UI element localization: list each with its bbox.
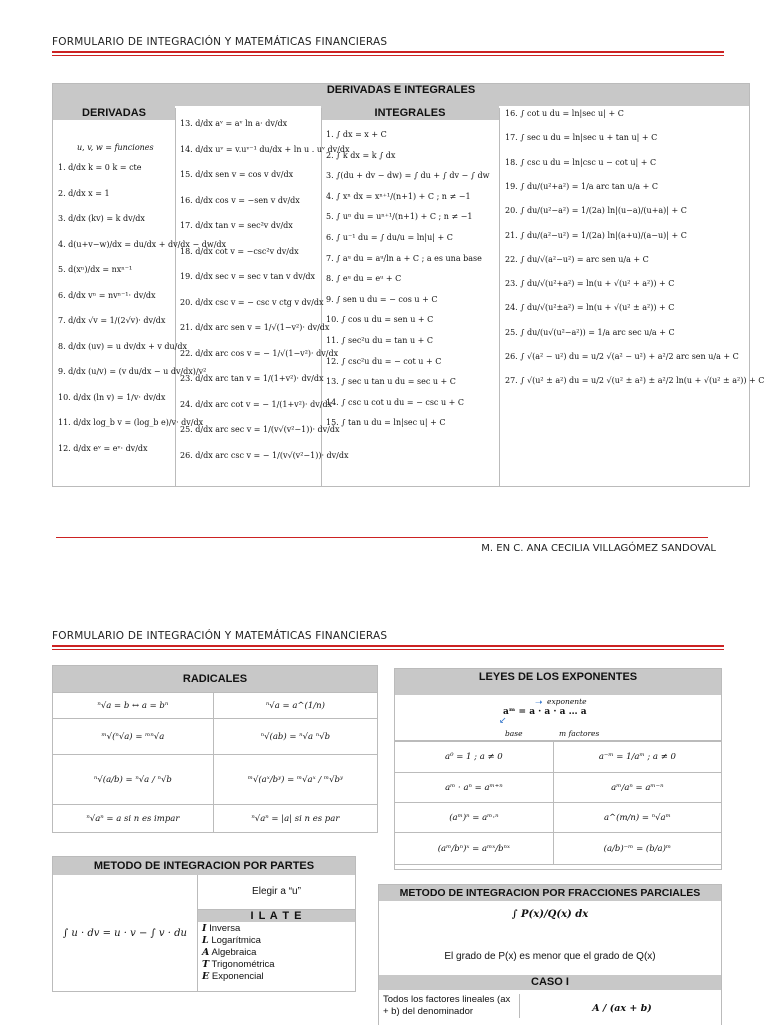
fracciones-formula: ∫ P(x)/Q(x) dx xyxy=(511,909,589,920)
formula-item: 4. d(u+v−w)/dx = du/dx + dv/dx − dw/dx xyxy=(58,239,227,249)
header-rule xyxy=(52,51,724,53)
exponentes-table xyxy=(394,740,722,865)
exponent-rule: a^(m/n) = ⁿ√aᵐ xyxy=(553,803,721,833)
fracciones-panel xyxy=(378,884,722,1025)
integrales-title-bar xyxy=(321,98,499,120)
partes-panel xyxy=(52,856,356,992)
formula-item: 7. d/dx √v = 1/(2√v)· dv/dx xyxy=(58,316,166,325)
partes-formula: ∫ u · dv = u · v − ∫ v · du xyxy=(53,875,198,991)
formula-item: 21. ∫ du/(a²−u²) = 1/(2a) ln|(a+u)/(a−u)| + C xyxy=(505,230,687,240)
formula-item: 15. d/dx sen v = cos v dv/dx xyxy=(180,170,294,179)
footer-rule xyxy=(56,537,708,538)
exponentes-panel xyxy=(394,668,722,870)
radical-rule: ⁿ√(ab) = ⁿ√a ⁿ√b xyxy=(213,719,377,755)
derivadas-title: DERIVADAS xyxy=(82,107,146,119)
formula-item: 23. d/dx arc tan v = 1/(1+v²)· dv/dx xyxy=(180,374,324,383)
formula-item: 1. d/dx k = 0 k = cte xyxy=(58,163,142,172)
base-arrow-icon: ↙ xyxy=(499,715,507,725)
formula-item: 17. d/dx tan v = sec²v dv/dx xyxy=(180,221,293,230)
exponent-rule: aᵐ/aⁿ = aᵐ⁻ⁿ xyxy=(553,773,721,803)
radical-rule: ⁿ√(a/b) = ⁿ√a / ⁿ√b xyxy=(53,755,214,805)
exponent-diagram xyxy=(395,695,721,742)
formula-item: 1. ∫ dx = x + C xyxy=(326,130,387,139)
formula-item: 23. ∫ du/√(u²+a²) = ln(u + √(u² + a²)) + C xyxy=(505,279,675,289)
page2-header-rule xyxy=(52,645,724,647)
base-label: base xyxy=(505,729,523,738)
formula-item: 6. d/dx vⁿ = nvⁿ⁻¹· dv/dx xyxy=(58,290,156,300)
radical-rule: ᵐ√(ⁿ√a) = ᵐⁿ√a xyxy=(53,719,214,755)
page-header: FORMULARIO DE INTEGRACIÓN Y MATEMÁTICAS FINANCIERAS xyxy=(52,36,388,48)
formula-item: 11. ∫ sec²u du = tan u + C xyxy=(326,336,434,345)
formula-item: 13. ∫ sec u tan u du = sec u + C xyxy=(326,377,456,387)
radicales-title: RADICALES xyxy=(53,666,378,693)
formula-item: 22. d/dx arc cos v = − 1/√(1−v²)· dv/dx xyxy=(180,348,339,358)
formula-item: 18. ∫ csc u du = ln|csc u − cot u| + C xyxy=(505,157,657,167)
caso1-formula: A / (ax + b) xyxy=(592,1003,652,1014)
factores-label: m factores xyxy=(559,729,600,738)
formula-item: 9. ∫ sen u du = − cos u + C xyxy=(326,294,438,304)
formula-item: 24. ∫ du/√(u²±a²) = ln(u + √(u² ± a²)) + C xyxy=(505,303,675,313)
ilate-item: T Trigonométrica xyxy=(202,959,275,970)
formula-item: 14. d/dx uᵛ = v.uᵛ⁻¹ du/dx + ln u . uᵛ dv/dx xyxy=(180,144,350,154)
author-name: M. EN C. ANA CECILIA VILLAGÓMEZ SANDOVAL xyxy=(481,543,716,554)
radicales-table xyxy=(52,665,378,833)
exponente-label: exponente xyxy=(547,697,587,706)
derivadas-title-bar xyxy=(53,98,175,120)
partes-title: METODO DE INTEGRACION POR PARTES xyxy=(53,857,355,875)
formula-item: 20. ∫ du/(u²−a²) = 1/(2a) ln|(u−a)/(u+a)| + C xyxy=(505,206,687,216)
radical-rule: ᵐ√(aˣ/bʸ) = ᵐ√aˣ / ᵐ√bʸ xyxy=(213,755,377,805)
caso1-title: CASO I xyxy=(379,975,721,990)
formula-item: 12. d/dx eᵛ = eᵛ· dv/dx xyxy=(58,443,148,453)
integrales-title: INTEGRALES xyxy=(374,107,446,119)
radical-rule: ⁿ√aⁿ = a si n es impar xyxy=(53,805,214,833)
ilate-item: I Inversa xyxy=(202,923,241,934)
formula-item: 6. ∫ u⁻¹ du = ∫ du/u = ln|u| + C xyxy=(326,233,453,242)
exponent-rule: (aᵐ/bⁿ)ˣ = aᵐˣ/bⁿˣ xyxy=(395,833,554,865)
ilate-item: E Exponencial xyxy=(202,971,264,982)
exponent-rule: aᵐ · aⁿ = aᵐ⁺ⁿ xyxy=(395,773,554,803)
formula-item: 26. d/dx arc csc v = − 1/(v√(v²−1))· dv/dx xyxy=(180,450,349,460)
ilate-list xyxy=(202,923,352,983)
formula-item: 21. d/dx arc sen v = 1/√(1−v²)· dv/dx xyxy=(180,323,330,332)
formula-item: 25. ∫ du/(u√(u²−a²)) = 1/a arc sec u/a + C xyxy=(505,327,675,337)
main-title: DERIVADAS E INTEGRALES xyxy=(326,84,476,96)
formula-item: 4. ∫ xⁿ dx = xⁿ⁺¹/(n+1) + C ; n ≠ −1 xyxy=(326,191,471,201)
formula-item: 2. d/dx x = 1 xyxy=(58,188,110,198)
header-rule-thin xyxy=(52,55,724,56)
exponent-rule: a⁻ᵐ = 1/aᵐ ; a ≠ 0 xyxy=(553,741,721,773)
formula-item: 8. ∫ eᵘ du = eᵘ + C xyxy=(326,274,402,284)
formula-item: 19. ∫ du/(u²+a²) = 1/a arc tan u/a + C xyxy=(505,181,658,191)
formula-item: 17. ∫ sec u du = ln|sec u + tan u| + C xyxy=(505,133,658,143)
page2-header-rule-thin xyxy=(52,649,724,650)
formula-item: 27. ∫ √(u² ± a²) du = u/2 √(u² ± a²) ± a²/2 ln(u + √(u² ± a²)) + C xyxy=(505,376,765,386)
exponentes-title: LEYES DE LOS EXPONENTES xyxy=(395,669,721,695)
exponente-arrow-icon: ➝ xyxy=(535,697,543,707)
formula-item: 5. d(xⁿ)/dx = nxⁿ⁻¹ xyxy=(58,265,133,274)
formula-item: 5. ∫ uⁿ du = uⁿ⁺¹/(n+1) + C ; n ≠ −1 xyxy=(326,212,473,222)
radical-rule: ⁿ√aⁿ = |a| si n es par xyxy=(213,805,377,833)
formula-item: 19. d/dx sec v = sec v tan v dv/dx xyxy=(180,272,316,281)
formula-item: 9. d/dx (u/v) = (v du/dx − u dv/dx)/v² xyxy=(58,367,207,376)
ilate-item: L Logarítmica xyxy=(202,935,261,946)
ilate-item: A Algebraica xyxy=(202,947,257,958)
formula-item: 24. d/dx arc cot v = − 1/(1+v²)· dv/dx xyxy=(180,399,333,409)
formula-item: 8. d/dx (uv) = u dv/dx + v du/dx xyxy=(58,341,187,351)
formula-item: 3. d/dx (kv) = k dv/dx xyxy=(58,214,145,223)
radical-rule: ⁿ√a = b ↔ a = bⁿ xyxy=(53,693,214,719)
grado-text: El grado de P(x) es menor que el grado de Q(x) xyxy=(444,951,656,962)
derivadas-integrales-panel xyxy=(52,83,765,487)
formula-item: 13. d/dx aᵛ = aᵛ ln a· dv/dx xyxy=(180,119,288,128)
page2-header: FORMULARIO DE INTEGRACIÓN Y MATEMÁTICAS FINANCIERAS xyxy=(52,630,388,642)
formula-item: 2. ∫ k dx = k ∫ dx xyxy=(326,150,396,160)
formula-item: 3. ∫(du + dv − dw) = ∫ du + ∫ dv − ∫ dw xyxy=(326,171,490,181)
col-divider-1 xyxy=(175,108,176,486)
radical-rule: ⁿ√a = a^(1/n) xyxy=(213,693,377,719)
formula-item: 25. d/dx arc sec v = 1/(v√(v²−1))· dv/dx xyxy=(180,425,340,434)
formula-item: 12. ∫ csc²u du = − cot u + C xyxy=(326,356,442,366)
formula-item: 18. d/dx cot v = −csc²v dv/dx xyxy=(180,246,299,256)
exponent-rule: (a/b)⁻ᵐ = (b/a)ᵐ xyxy=(553,833,721,865)
formula-item: 10. d/dx (ln v) = 1/v· dv/dx xyxy=(58,392,166,402)
formula-item: 26. ∫ √(a² − u²) du = u/2 √(a² − u²) + a²/2 arc sen u/a + C xyxy=(505,352,739,361)
formula-item: 10. ∫ cos u du = sen u + C xyxy=(326,315,434,325)
formula-item: 16. d/dx cos v = −sen v dv/dx xyxy=(180,195,300,205)
formula-item: 22. ∫ du/√(a²−u²) = arc sen u/a + C xyxy=(505,254,649,264)
exponent-rule: (aᵐ)ⁿ = aᵐ·ⁿ xyxy=(395,803,554,833)
formula-item: 7. ∫ aᵘ du = aᵘ/ln a + C ; a es una base xyxy=(326,253,482,263)
formula-item: 15. ∫ tan u du = ln|sec u| + C xyxy=(326,418,446,428)
col-divider-3 xyxy=(499,108,500,486)
formula-item: 14. ∫ csc u cot u du = − csc u + C xyxy=(326,397,465,407)
fracciones-title: METODO DE INTEGRACION POR FRACCIONES PARCIALES xyxy=(379,885,721,901)
formula-item: 16. ∫ cot u du = ln|sec u| + C xyxy=(505,109,624,118)
main-exponent-formula: aᵐ = a · a · a … a xyxy=(503,707,587,717)
ilate-title: I L A T E xyxy=(198,910,355,922)
elegir-u: Elegir a “u” xyxy=(198,875,355,910)
formula-item: 20. d/dx csc v = − csc v ctg v dv/dx xyxy=(180,297,324,307)
exponent-rule: a⁰ = 1 ; a ≠ 0 xyxy=(395,741,554,773)
formula-item: 11. d/dx log_b v = (log_b e)/v· dv/dx xyxy=(58,418,204,427)
funciones-note: u, v, w = funciones xyxy=(77,143,154,152)
caso1-text: Todos los factores lineales (ax + b) del denominador xyxy=(383,994,520,1018)
